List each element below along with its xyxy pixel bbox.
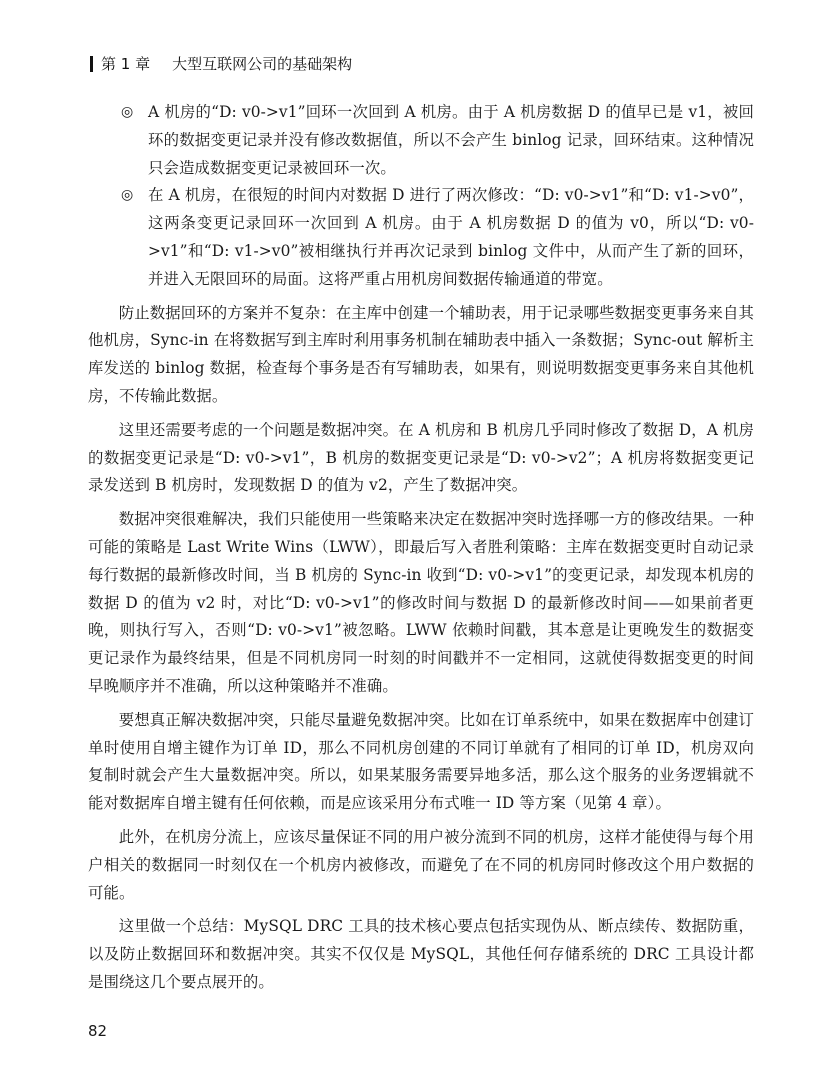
paragraph: 要想真正解决数据冲突，只能尽量避免数据冲突。比如在订单系统中，如果在数据库中创建订单时使用自增主键作为订单 ID，那么不同机房创建的不同订单就有了相同的订单 ID，机房双向复制时就会产生大量数据冲突。所以，如果某服务需要异地多活，那么这个服务的业务逻辑就不能对数据库自增主键有任何依赖，而是应该采用分布式唯一 ID 等方案（见第 4 章）。: [88, 710, 754, 813]
paragraph: 此外，在机房分流上，应该尽量保证不同的用户被分流到不同的机房，这样才能使得与每个用户相关的数据同一时刻仅在一个机房内被修改，而避免了在不同的机房同时修改这个用户数据的可能。: [88, 827, 754, 902]
paragraph: 这里做一个总结：MySQL DRC 工具的技术核心要点包括实现伪从、断点续传、数据防重，以及防止数据回环和数据冲突。其实不仅仅是 MySQL，其他任何存储系统的 DRC 工具设计都是围绕这几个要点展开的。: [88, 917, 754, 991]
header-bar: [90, 56, 93, 72]
bullet-item: [88, 182, 754, 293]
bullet-text: 在 A 机房，在很短的时间内对数据 D 进行了两次修改：“D: v0->v1”和“D: v1->v0”，这两条变更记录回环一次回到 A 机房。由于 A 机房数据 D 的值为 v0，所以“D: v0->v1”和“D: v1->v0”被相继执行并再次记录到 binlog 文件中，从而产生了新的回环，并进入无限回环的局面。这将严重占用机房间数据传输通道的带宽。: [148, 186, 754, 288]
bullet-mark-icon: ◎: [121, 104, 134, 120]
paragraph: 这里还需要考虑的一个问题是数据冲突。在 A 机房和 B 机房几乎同时修改了数据 D，A 机房的数据变更记录是“D: v0->v1”，B 机房的数据变更记录是“D: v0->v2”；A 机房将数据变更记录发送到 B 机房时，发现数据 D 的值为 v2，产生了数据冲突。: [88, 420, 754, 495]
body-text: [88, 99, 754, 997]
paragraph: 数据冲突很难解决，我们只能使用一些策略来决定在数据冲突时选择哪一方的修改结果。一种可能的策略是 Last Write Wins（LWW），即最后写入者胜利策略：主库在数据变更时自动记录每行数据的最新修改时间，当 B 机房的 Sync-in 收到“D: v0->v1”的变更记录，却发现本机房的数据 D 的值为 v2 时，对比“D: v0->v1”的修改时间与数据 D 的最新修改时间——如果前者更晚，则执行写入，否则“D: v0->v1”被忽略。LWW 依赖时间戳，其本意是让更晚发生的数据变更记录作为最终结果，但是不同机房同一时刻的时间戳并不一定相同，这就使得数据变更的时间早晚顺序并不准确，所以这种策略并不准确。: [88, 510, 754, 695]
bullet-item: [88, 99, 754, 182]
paragraph: 防止数据回环的方案并不复杂：在主库中创建一个辅助表，用于记录哪些数据变更事务来自其他机房，Sync-in 在将数据写到主库时利用事务机制在辅助表中插入一条数据；Sync-out 解析主库发送的 binlog 数据，检查每个事务是否有写辅助表，如果有，则说明数据变更事务来自其他机房，不传输此数据。: [88, 303, 754, 405]
page-number: 82: [88, 1022, 108, 1040]
bullet-mark-icon: ◎: [121, 187, 134, 204]
chapter-title: 大型互联网公司的基础架构: [172, 55, 353, 73]
bullet-list: [88, 99, 754, 294]
bullet-text: A 机房的“D: v0->v1”回环一次回到 A 机房。由于 A 机房数据 D 的值早已是 v1，被回环的数据变更记录并没有修改数据值，所以不会产生 binlog 记录，回环结束。这种情况只会造成数据变更记录被回环一次。: [148, 103, 754, 177]
chapter-number: 第 1 章: [101, 55, 151, 73]
running-header: [90, 53, 352, 74]
